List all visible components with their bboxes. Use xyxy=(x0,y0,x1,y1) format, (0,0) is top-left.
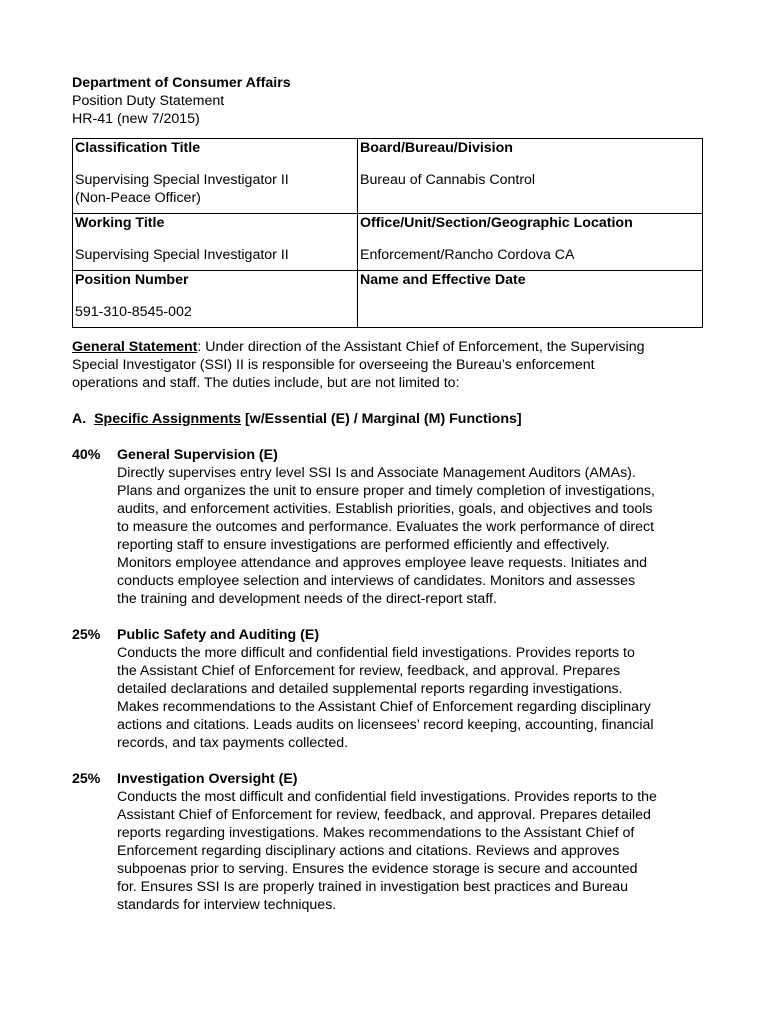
duty-description-line: the training and development needs of the direct-report staff. xyxy=(117,591,497,607)
duty-description-line: Enforcement regarding disciplinary actions and citations. Reviews and approves xyxy=(117,843,620,859)
department-name: Department of Consumer Affairs xyxy=(72,75,291,91)
position-number-value: 591-310-8545-002 xyxy=(75,304,192,320)
general-statement-label: General Statement xyxy=(72,339,198,355)
duty-percent: 25% xyxy=(72,771,101,787)
document-title: Position Duty Statement xyxy=(72,93,225,109)
general-statement xyxy=(72,338,704,392)
duty-item xyxy=(72,770,704,914)
table-row xyxy=(73,139,703,214)
duty-description-line: Conducts the more difficult and confidential field investigations. Provides reports to xyxy=(117,645,635,661)
working-title-value: Supervising Special Investigator II xyxy=(75,247,289,263)
working-title-label: Working Title xyxy=(75,215,165,231)
board-cell xyxy=(358,139,703,214)
duty-percent: 40% xyxy=(72,447,101,463)
duties-list xyxy=(72,446,704,914)
board-label: Board/Bureau/Division xyxy=(360,140,513,156)
duty-description-line: Conducts the most difficult and confidential field investigations. Provides reports to the xyxy=(117,789,657,805)
duty-description-line: reports regarding investigations. Makes recommendations to the Assistant Chief of xyxy=(117,825,635,841)
duty-title: General Supervision (E) xyxy=(117,447,278,463)
duty-heading xyxy=(72,446,704,464)
table-row xyxy=(73,214,703,271)
duty-description-line: Makes recommendations to the Assistant Chief of Enforcement regarding disciplinary xyxy=(117,699,651,715)
section-a-heading xyxy=(72,410,704,428)
table-row xyxy=(73,271,703,328)
general-statement-line2: Special Investigator (SSI) II is responsible for overseeing the Bureau’s enforcement xyxy=(72,357,595,373)
section-a-label: Specific Assignments xyxy=(94,411,241,427)
document-page xyxy=(72,74,704,914)
duty-description xyxy=(72,644,704,752)
office-cell xyxy=(358,214,703,271)
duty-description-line: Plans and organizes the unit to ensure proper and timely completion of investigations, xyxy=(117,483,655,499)
form-id: HR-41 (new 7/2015) xyxy=(72,111,200,127)
office-value: Enforcement/Rancho Cordova CA xyxy=(360,247,575,263)
office-label: Office/Unit/Section/Geographic Location xyxy=(360,215,633,231)
duty-description-line: standards for interview techniques. xyxy=(117,897,337,913)
position-number-cell xyxy=(73,271,358,328)
classification-title-line1: Supervising Special Investigator II xyxy=(75,172,289,188)
section-a-suffix: [w/Essential (E) / Marginal (M) Functions] xyxy=(241,411,522,427)
duty-description-line: the Assistant Chief of Enforcement for review, feedback, and approval. Prepares xyxy=(117,663,621,679)
duty-description-line: to measure the outcomes and performance. Evaluates the work performance of direct xyxy=(117,519,655,535)
duty-description-line: records, and tax payments collected. xyxy=(117,735,349,751)
document-header xyxy=(72,74,704,128)
duty-title: Public Safety and Auditing (E) xyxy=(117,627,320,643)
duty-description-line: conducts employee selection and interviews of candidates. Monitors and assesses xyxy=(117,573,636,589)
duty-item xyxy=(72,446,704,608)
duty-description-line: audits, and enforcement activities. Establish priorities, goals, and objectives and tools xyxy=(117,501,653,517)
classification-title-line2: (Non-Peace Officer) xyxy=(75,190,201,206)
general-statement-line1: : Under direction of the Assistant Chief of Enforcement, the Supervising xyxy=(197,339,645,355)
duty-description-line: subpoenas prior to serving. Ensures the evidence storage is secure and accounted xyxy=(117,861,638,877)
duty-item xyxy=(72,626,704,752)
section-a-prefix: A. xyxy=(72,411,87,427)
duty-percent: 25% xyxy=(72,627,101,643)
duty-description xyxy=(72,788,704,914)
duty-description xyxy=(72,464,704,608)
duty-title: Investigation Oversight (E) xyxy=(117,771,298,787)
classification-title-cell xyxy=(73,139,358,214)
name-date-cell xyxy=(358,271,703,328)
working-title-cell xyxy=(73,214,358,271)
position-number-label: Position Number xyxy=(75,272,189,288)
board-value: Bureau of Cannabis Control xyxy=(360,172,536,188)
duty-description-line: reporting staff to ensure investigations are performed efficiently and effectively. xyxy=(117,537,610,553)
duty-description-line: for. Ensures SSI Is are properly trained in investigation best practices and Bureau xyxy=(117,879,629,895)
classification-title-label: Classification Title xyxy=(75,140,201,156)
duty-description-line: detailed declarations and detailed supplemental reports regarding investigations. xyxy=(117,681,623,697)
duty-description-line: Directly supervises entry level SSI Is and Associate Management Auditors (AMAs). xyxy=(117,465,636,481)
duty-description-line: Monitors employee attendance and approves employee leave requests. Initiates and xyxy=(117,555,647,571)
general-statement-line3: operations and staff. The duties include, but are not limited to: xyxy=(72,375,460,391)
duty-description-line: Assistant Chief of Enforcement for review, feedback, and approval. Prepares detailed xyxy=(117,807,651,823)
duty-heading xyxy=(72,626,704,644)
position-info-table xyxy=(72,138,703,328)
name-date-label: Name and Effective Date xyxy=(360,272,526,288)
duty-description-line: actions and citations. Leads audits on licensees’ record keeping, accounting, financial xyxy=(117,717,654,733)
duty-heading xyxy=(72,770,704,788)
